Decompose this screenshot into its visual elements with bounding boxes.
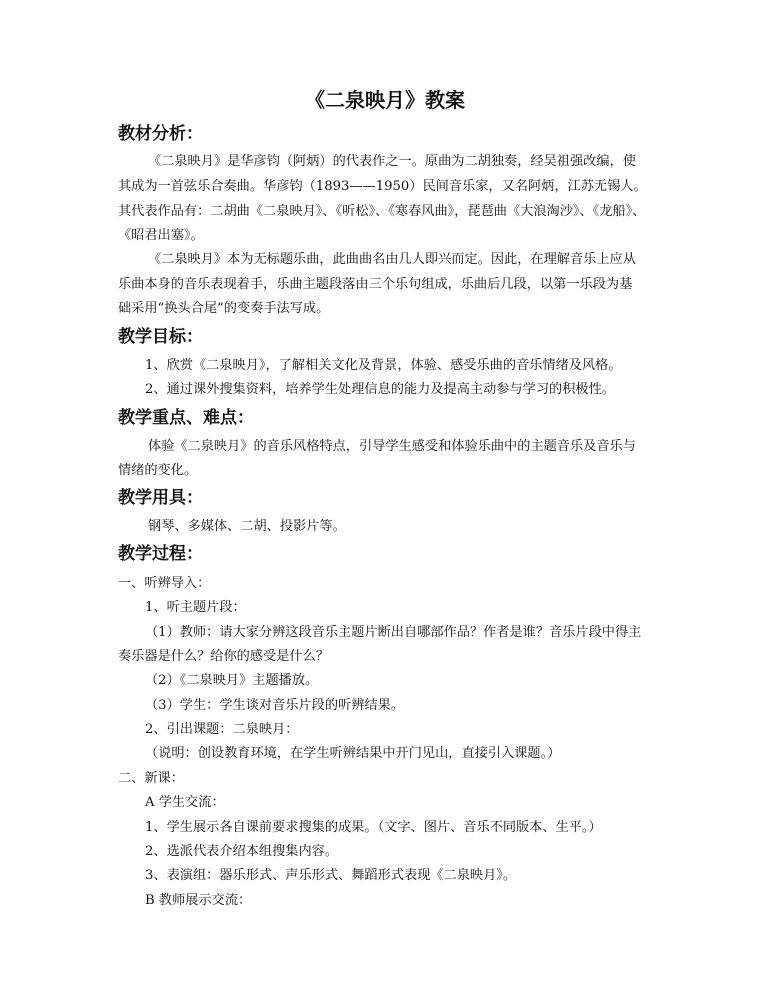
list-item: （说明：创设教育环境，在学生听辨结果中开门见山，直接引入课题。） xyxy=(145,746,561,761)
list-item: 奏乐器是什么？给你的感受是什么？ xyxy=(118,649,329,664)
document-title: 《二泉映月》教案 xyxy=(305,88,465,112)
paragraph-line: 其成为一首弦乐合奏曲。华彦钧（1893——1950）民间音乐家，又名阿炳，江苏无锡人。 xyxy=(118,179,647,194)
list-item: 二、新课： xyxy=(118,771,184,786)
paragraph-line: 体验《二泉映月》的音乐风格特点，引导学生感受和体验乐曲中的主题音乐及音乐与 xyxy=(148,439,636,454)
list-item: 3、表演组：器乐形式、声乐形式、舞蹈形式表现《二泉映月》。 xyxy=(145,868,517,883)
paragraph-line: 《昭君出塞》。 xyxy=(118,228,204,243)
list-item: （3）学生：学生谈对音乐片段的听辨结果。 xyxy=(145,698,404,713)
section-heading-tools: 教学用具： xyxy=(118,488,203,508)
list-item: A 学生交流： xyxy=(145,795,225,810)
paragraph-line: 《二泉映月》是华彦钧（阿炳）的代表作之一。原曲为二胡独奏，经吴祖强改编，使 xyxy=(148,154,636,169)
paragraph-line: 其代表作品有：二胡曲《二泉映月》、《听松》、《寒春风曲》，琵琶曲《大浪淘沙》、《龙船》、 xyxy=(118,204,646,219)
list-item: 2、选派代表介绍本组搜集内容。 xyxy=(145,844,339,859)
list-item: B 教师展示交流： xyxy=(145,893,252,908)
section-heading-analysis: 教材分析： xyxy=(118,124,203,144)
paragraph-line: 《二泉映月》本为无标题乐曲，此曲曲名由几人即兴而定。因此，在理解音乐上应从 xyxy=(148,252,636,267)
list-item: （2）《二泉映月》主题播放。 xyxy=(145,673,319,688)
list-item: 一、听辨导入： xyxy=(118,576,211,591)
list-item: 1、学生展示各自课前要求搜集的成果。（文字、图片、音乐不同版本、生平。） xyxy=(145,820,602,835)
paragraph-line: 情绪的变化。 xyxy=(118,463,198,478)
paragraph-line: 础采用“换头合尾”的变奏手法写成。 xyxy=(118,301,330,316)
section-heading-keypoints: 教学重点、难点： xyxy=(118,408,254,428)
list-item: 2、引出课题：二泉映月： xyxy=(145,722,299,737)
paragraph-line: 钢琴、多媒体、二胡、投影片等。 xyxy=(148,519,346,534)
list-item: （1）教师：请大家分辨这段音乐主题片断出自哪部作品？作者是谁？音乐片段中得主 xyxy=(145,625,642,640)
list-item: 1、欣赏《二泉映月》，了解相关文化及背景，体验、感受乐曲的音乐情绪及风格。 xyxy=(145,358,622,373)
list-item: 1、听主题片段： xyxy=(145,600,246,615)
section-heading-process: 教学过程： xyxy=(118,544,203,564)
list-item: 2、通过课外搜集资料，培养学生处理信息的能力及提高主动参与学习的积极性。 xyxy=(145,382,615,397)
section-heading-goals: 教学目标： xyxy=(118,327,203,347)
paragraph-line: 乐曲本身的音乐表现着手，乐曲主题段落由三个乐句组成，乐曲后几段，以第一乐段为基 xyxy=(118,277,633,292)
